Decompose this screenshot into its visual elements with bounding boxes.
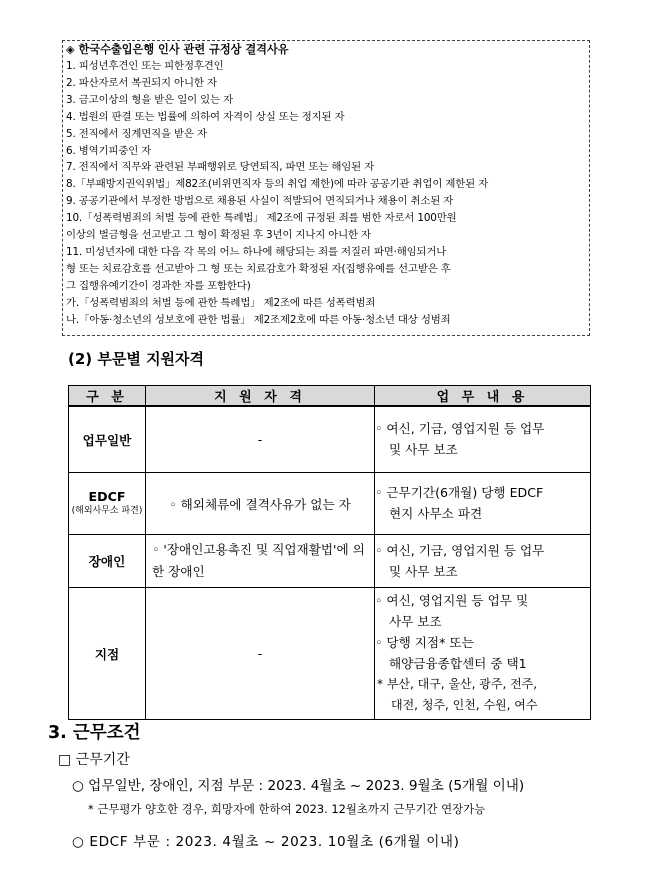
duty-cell [375, 587, 591, 719]
qualification-cell: - [146, 587, 375, 719]
duty-cell [375, 472, 591, 534]
section-heading: (2) 부문별 지원자격 [68, 350, 205, 368]
disqualification-line: 1. 피성년후견인 또는 피한정후견인 [66, 60, 224, 72]
duty-line: ◦ 당행 지점* 또는 [375, 635, 474, 650]
qualification-cell: ◦ 해외체류에 결격사유가 없는 자 [146, 472, 375, 534]
duty-line: ◦ 여신, 영업지원 등 업무 및 [375, 593, 529, 608]
disqualification-line: 9. 공공기관에서 부정한 방법으로 채용된 사실이 적발되어 면직되거나 채용이 취소된 자 [66, 195, 454, 208]
disqualification-line: 4. 법원의 판결 또는 법률에 의하여 자격이 상실 또는 정지된 자 [66, 110, 345, 123]
disqualification-line: 10.「성폭력범죄의 처벌 등에 관한 특례법」 제2조에 규정된 죄를 범한 자로서 100만원 [66, 212, 457, 225]
table-row [69, 406, 591, 472]
duty-cell [375, 406, 591, 472]
table-row [69, 587, 591, 719]
disqualification-line: 2. 파산자로서 복권되지 아니한 자 [66, 76, 217, 89]
duty-line: 및 사무 보조 [389, 563, 458, 579]
disqualification-line: 6. 병역기피중인 자 [66, 144, 152, 157]
disqualification-line: 그 집행유예기간이 경과한 자를 포함한다) [66, 279, 251, 292]
table-row [69, 534, 591, 587]
disqualification-line: 7. 전직에서 직무와 관련된 부패행위로 당연퇴직, 파면 또는 해임된 자 [66, 161, 375, 174]
duty-line: ◦ 여신, 기금, 영업지원 등 업무 [375, 542, 545, 558]
qualification-cell: ◦ '장애인고용촉진 및 직업재활법'에 의한 장애인 [146, 534, 375, 587]
disqualification-line: 3. 금고이상의 형을 받은 일이 있는 자 [66, 93, 233, 106]
duty-note: * 부산, 대구, 울산, 광주, 전주, [377, 677, 538, 691]
table-row [69, 472, 591, 534]
disqualification-line: 8.「부패방지권익위법」제82조(비위면직자 등의 취업 제한)에 따라 공공기관 취업이 제한된 자 [66, 178, 489, 191]
duty-line: 해양금융종합센터 중 택1 [389, 656, 527, 671]
disqualification-line: 가.「성폭력범죄의 처벌 등에 관한 특례법」 제2조에 따른 성폭력범죄 [66, 296, 376, 309]
duty-line: 및 사무 보조 [389, 442, 458, 458]
disqualification-line: 이상의 벌금형을 선고받고 그 형이 확정된 후 3년이 지나지 아니한 자 [66, 229, 371, 242]
category-name: 업무일반 [82, 432, 132, 448]
work-period-item: ○ 업무일반, 장애인, 지점 부문 : 2023. 4월초 ~ 2023. 9월초 (5개월 이내) [72, 778, 525, 794]
category-subtitle: (해외사무소 파견) [71, 506, 143, 516]
duty-line: 사무 보조 [389, 614, 442, 629]
category-cell [69, 534, 146, 587]
category-name: 장애인 [88, 554, 126, 569]
duty-cell [375, 534, 591, 587]
disqualification-box [62, 40, 590, 336]
disqualification-line: 형 또는 치료감호를 선고받아 그 형 또는 치료감호가 확정된 자(집행유예를 선고받은 후 [66, 262, 451, 275]
subsection-heading: □ 근무기간 [58, 752, 130, 768]
disqualification-line: 5. 전직에서 징계면직을 받은 자 [66, 127, 207, 140]
work-period-item: ○ EDCF 부문 : 2023. 4월초 ~ 2023. 10월초 (6개월 이내) [72, 834, 460, 850]
category-cell [69, 472, 146, 534]
column-header: 구 분 [69, 386, 146, 407]
duty-note: 대전, 청주, 인천, 수원, 여수 [391, 698, 538, 712]
work-period-note: * 근무평가 양호한 경우, 희망자에 한하여 2023. 12월초까지 근무기간 연장가능 [88, 802, 486, 816]
duty-line: 현지 사무소 파견 [389, 506, 483, 521]
category-cell [69, 587, 146, 719]
category-cell [69, 406, 146, 472]
table-header-row [69, 386, 591, 407]
duty-line: ◦ 근무기간(6개월) 당행 EDCF [375, 485, 544, 500]
section-heading: 3. 근무조건 [48, 723, 141, 743]
column-header: 지 원 자 격 [146, 386, 375, 407]
column-header: 업 무 내 용 [375, 386, 591, 407]
category-name: 지점 [94, 646, 120, 662]
qualification-table [68, 385, 591, 720]
disqualification-title: ◈ 한국수출입은행 인사 관련 규정상 결격사유 [66, 43, 289, 56]
duty-line: ◦ 여신, 기금, 영업지원 등 업무 [375, 421, 545, 437]
disqualification-line: 11. 미성년자에 대한 다음 각 목의 어느 하나에 해당되는 죄를 저질러 파면·해임되거나 [66, 245, 447, 258]
qualification-cell: - [146, 406, 375, 472]
category-name: EDCF [88, 489, 126, 504]
disqualification-line: 나.「아동·청소년의 성보호에 관한 법률」 제2조제2호에 따른 아동·청소년 대상 성범죄 [66, 313, 451, 326]
